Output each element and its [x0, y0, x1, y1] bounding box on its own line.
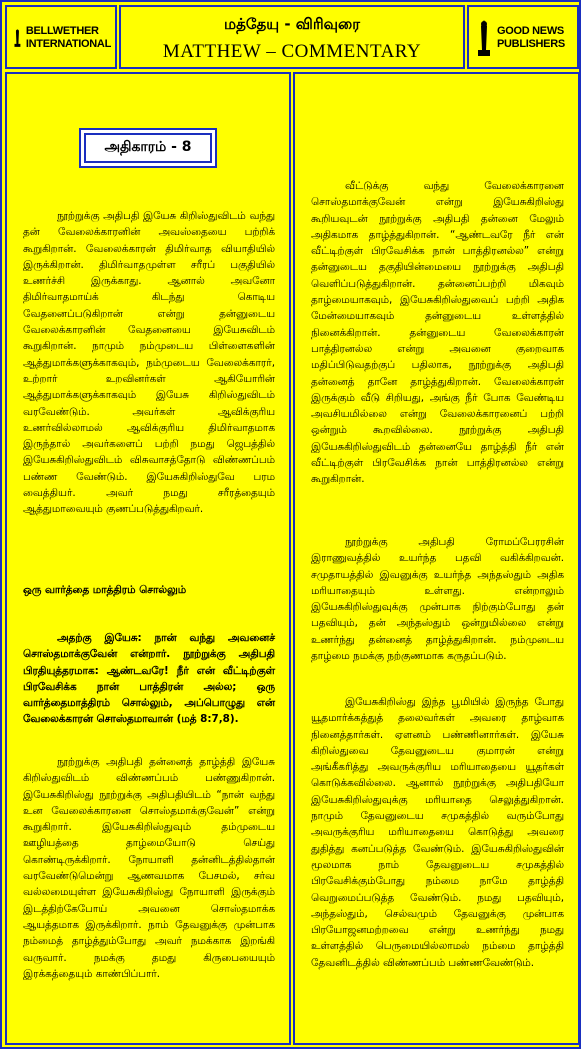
section-heading: ஒரு வார்த்தை மாத்திரம் சொல்லும்: [23, 584, 187, 596]
right-column: [293, 72, 580, 1045]
right-paragraph-2: நூற்றுக்கு அதிபதி ரோமப்பேரரசின் இராணுவத்தில் உயர்ந்த பதவி வகிக்கிறவன். சமுதாயத்தில் இவனுக்கு உயர்ந்த அந்தஸ்தும் அதிக மரியாதையும் உள்ளது. என்றாலும் இயேசுகிறிஸ்துவுக்கு முன்பாக நிற்கும்போது தன் பதவியும், தன் அந்தஸ்தும் ஒன்றுமில்லை என்று உணர்ந்து தன்னைத் தாழ்த்துகிறான். நம்முடைய தாழ்மை நமக்கு நற்குணமாக கருதப்படும்.: [311, 536, 564, 663]
right-paragraph-1: வீட்டுக்கு வந்து வேலைக்காரனை சொஸ்தமாக்குவேன் என்று இயேசுகிறிஸ்து கூறியவுடன் நூற்றுக்கு அதிபதி தன்னை மேலும் அதிகமாக தாழ்த்துகிறான். “ஆண்டவரே நீர் என் வீட்டிற்குள் பிரவேசிக்க நான் பாத்திரனல்ல” என்று தன்னுடைய தகுதியின்மையை நூற்றுக்கு அதிபதி வெளிப்படுத்துகிறான். தன்னைப்பற்றி மிகவும் தாழ்மையாகவும், இயேசுகிறிஸ்துவைப் பற்றி அதிக மேன்மையாகவும் தன்னுடைய உள்ளத்தில் நினைக்கிறான். தன்னுடைய வேலைக்காரன் பாத்திரனல்ல என்று அவனை குறைவாக மதிப்பிடுவதற்குப் பதிலாக, நூற்றுக்கு அதிபதி தன்னைத் தானே தாழ்த்துகிறான். வேலைக்காரன் இருக்கும் வீடு சிறியது, அங்கு நீர் போக வேண்டிய அவசியமில்லை என்று வேலைக்காரனைப் பற்றி ஒன்றும் கூறவில்லை. நூற்றுக்கு அதிபதி இயேசுகிறிஸ்துவிடம் தன்னையே தாழ்த்தி நீர் என் வீட்டிற்குள் பிரவேசிக்க நான் பாத்திரனல்ல என்று கூறுகிறான்.: [311, 180, 564, 486]
left-paragraph-1: நூற்றுக்கு அதிபதி இயேசு கிறிஸ்துவிடம் வந்து தன் வேலைக்காரனின் அவஸ்தையை பற்றிக் கூறுகிறான். வேலைக்காரன் திமிர்வாத வியாதியில் இருக்கிறான். திமிர்வாதமுள்ள சரீரப் பகுதியில் உணர்ச்சி இருக்காது. ஆனால் அவனோ திமிர்வாதமாய்க் கிடந்து கொடிய வேதனைப்படுகிறான் என்று தன்னுடைய வேலைக்காரனின் வேதனையை இயேசுவிடம் கூறுகிறான். நாமும் நம்முடைய பிள்ளைகளின் ஆத்துமாக்களுக்காகவும், நம்முடைய வேலைக்காரர், உற்றார் உறவினர்கள் ஆகியோரின் ஆத்துமாக்களுக்காகவும் இயேசு கிறிஸ்துவிடம் வரவேண்டும். அவர்கள் ஆவிக்குரிய உணர்வில்லாமல் ஆவிக்குரிய திமிர்வாதமாக இருந்தால் அவர்களைப் பற்றி நமது ஜெபத்தில் இயேசுகிறிஸ்துவிடம் விசுவாசத்தோடு விண்ணப்பம் பண்ண வேண்டும். இயேசுகிறிஸ்துவே பரம வைத்தியர். அவர் நமது சரீரத்தையும் ஆத்துமாவையும் குணப்படுத்துகிறவர்.: [23, 210, 275, 516]
chapter-label: அதிகாரம் - 8: [104, 139, 192, 155]
right-paragraph-3: இயேசுகிறிஸ்து இந்த பூமியில் இருந்த போது யூதமார்க்கத்துத் தலைவர்கள் அவரை தாழ்வாக நினைத்தார்கள். ஏளனம் பண்ணினார்கள். இயேசு கிறிஸ்துவை தேவனுடைய குமாரன் என்று அங்கீகரித்து அவருக்குரிய மரியாதையை யூதர்கள் கொடுக்கவில்லை. ஆனால் நூற்றுக்கு அதிபதியோ இயேசுகிறிஸ்துவுக்கு மரியாதை செலுத்துகிறான். நாமும் தேவனுடைய சமுகத்தில் வரும்போது அவருக்குரிய மரியாதையை கொடுத்து அவரை துதித்து கனப்படுத்த வேண்டும். இயேசுகிறிஸ்துவின் மூலமாக நாம் தேவனுடைய சமுகத்தில் பிரவேசிக்கும்போது நம்மை நாமே தாழ்த்தி வெறுமைப்படுத்த வேண்டும். நமது பதவியும், அந்தஸ்தும், செல்வமும் தேவனுக்கு முன்பாக பிரயோஜனமற்றவை என்று உணர்ந்து நமது உள்ளத்தில் பெருமையில்லாமல் நம்மை தாழ்த்தி தேவனிடத்தில் விண்ணப்பம் பண்ணவேண்டும்.: [311, 696, 564, 969]
scripture-quote: அதற்கு இயேசு: நான் வந்து அவனைச் சொஸ்தமாக்குவேன் என்றார். நூற்றுக்கு அதிபதி பிரதியுத்தரமாக: ஆண்டவரே! நீர் என் வீட்டிற்குள் பிரவேசிக்க நான் பாத்திரன் அல்ல; ஒரு வார்த்தைமாத்திரம் சொல்லும், அப்பொழுது என் வேலைக்காரன் சொஸ்தமாவான் (மத் 8:7,8).: [23, 632, 275, 726]
logo-left-line1: BELLWETHER: [25, 25, 99, 37]
good-news-logo-icon: [475, 20, 493, 56]
left-column: [5, 72, 291, 1045]
bellwether-logo-box: [5, 5, 117, 69]
logo-right-line2: PUBLISHERS: [497, 38, 565, 50]
left-paragraph-2: நூற்றுக்கு அதிபதி தன்னைத் தாழ்த்தி இயேசு கிறிஸ்துவிடம் விண்ணப்பம் பண்ணுகிறான். இயேசுகிறிஸ்து நூற்றுக்கு அதிபதியிடம் “நான் வந்து உன வேலைக்காரனை சொஸ்தமாக்குவேன்” என்று கூறுகிறார். இயேசுகிறிஸ்துவும் தம்முடைய ஊழியத்தை தாழ்மையோடு செய்து கொண்டிருக்கிறார். நோயாளி தன்னிடத்தில்தான் வரவேண்டுமென்று ஆணவமாக பேசமல், சர்வ வல்லமையுள்ள இயேசுகிறிஸ்து நோயாளி இருக்கும் இடத்திற்கேபோய் அவனை சொஸ்தமாக்க ஆயத்தமாக இருக்கிறார். நாம் தேவனுக்கு முன்பாக நம்மைத் தாழ்த்தும்போது அவர் நமக்காக இறங்கி வருவார். நமக்கு தமது கிருபையையும் இரக்கத்தையும் காண்பிப்பார்.: [23, 756, 275, 980]
chapter-label-box: [79, 128, 217, 168]
logo-right-line1: GOOD NEWS: [497, 25, 564, 37]
logo-left-line2: INTERNATIONAL: [25, 38, 111, 50]
good-news-logo-box: [467, 5, 579, 69]
title-tamil: மத்தேயு - விரிவுரை: [224, 15, 360, 33]
title-box: [119, 5, 465, 69]
bellwether-logo-icon: [13, 20, 22, 56]
title-english: MATTHEW – COMMENTARY: [162, 41, 422, 62]
